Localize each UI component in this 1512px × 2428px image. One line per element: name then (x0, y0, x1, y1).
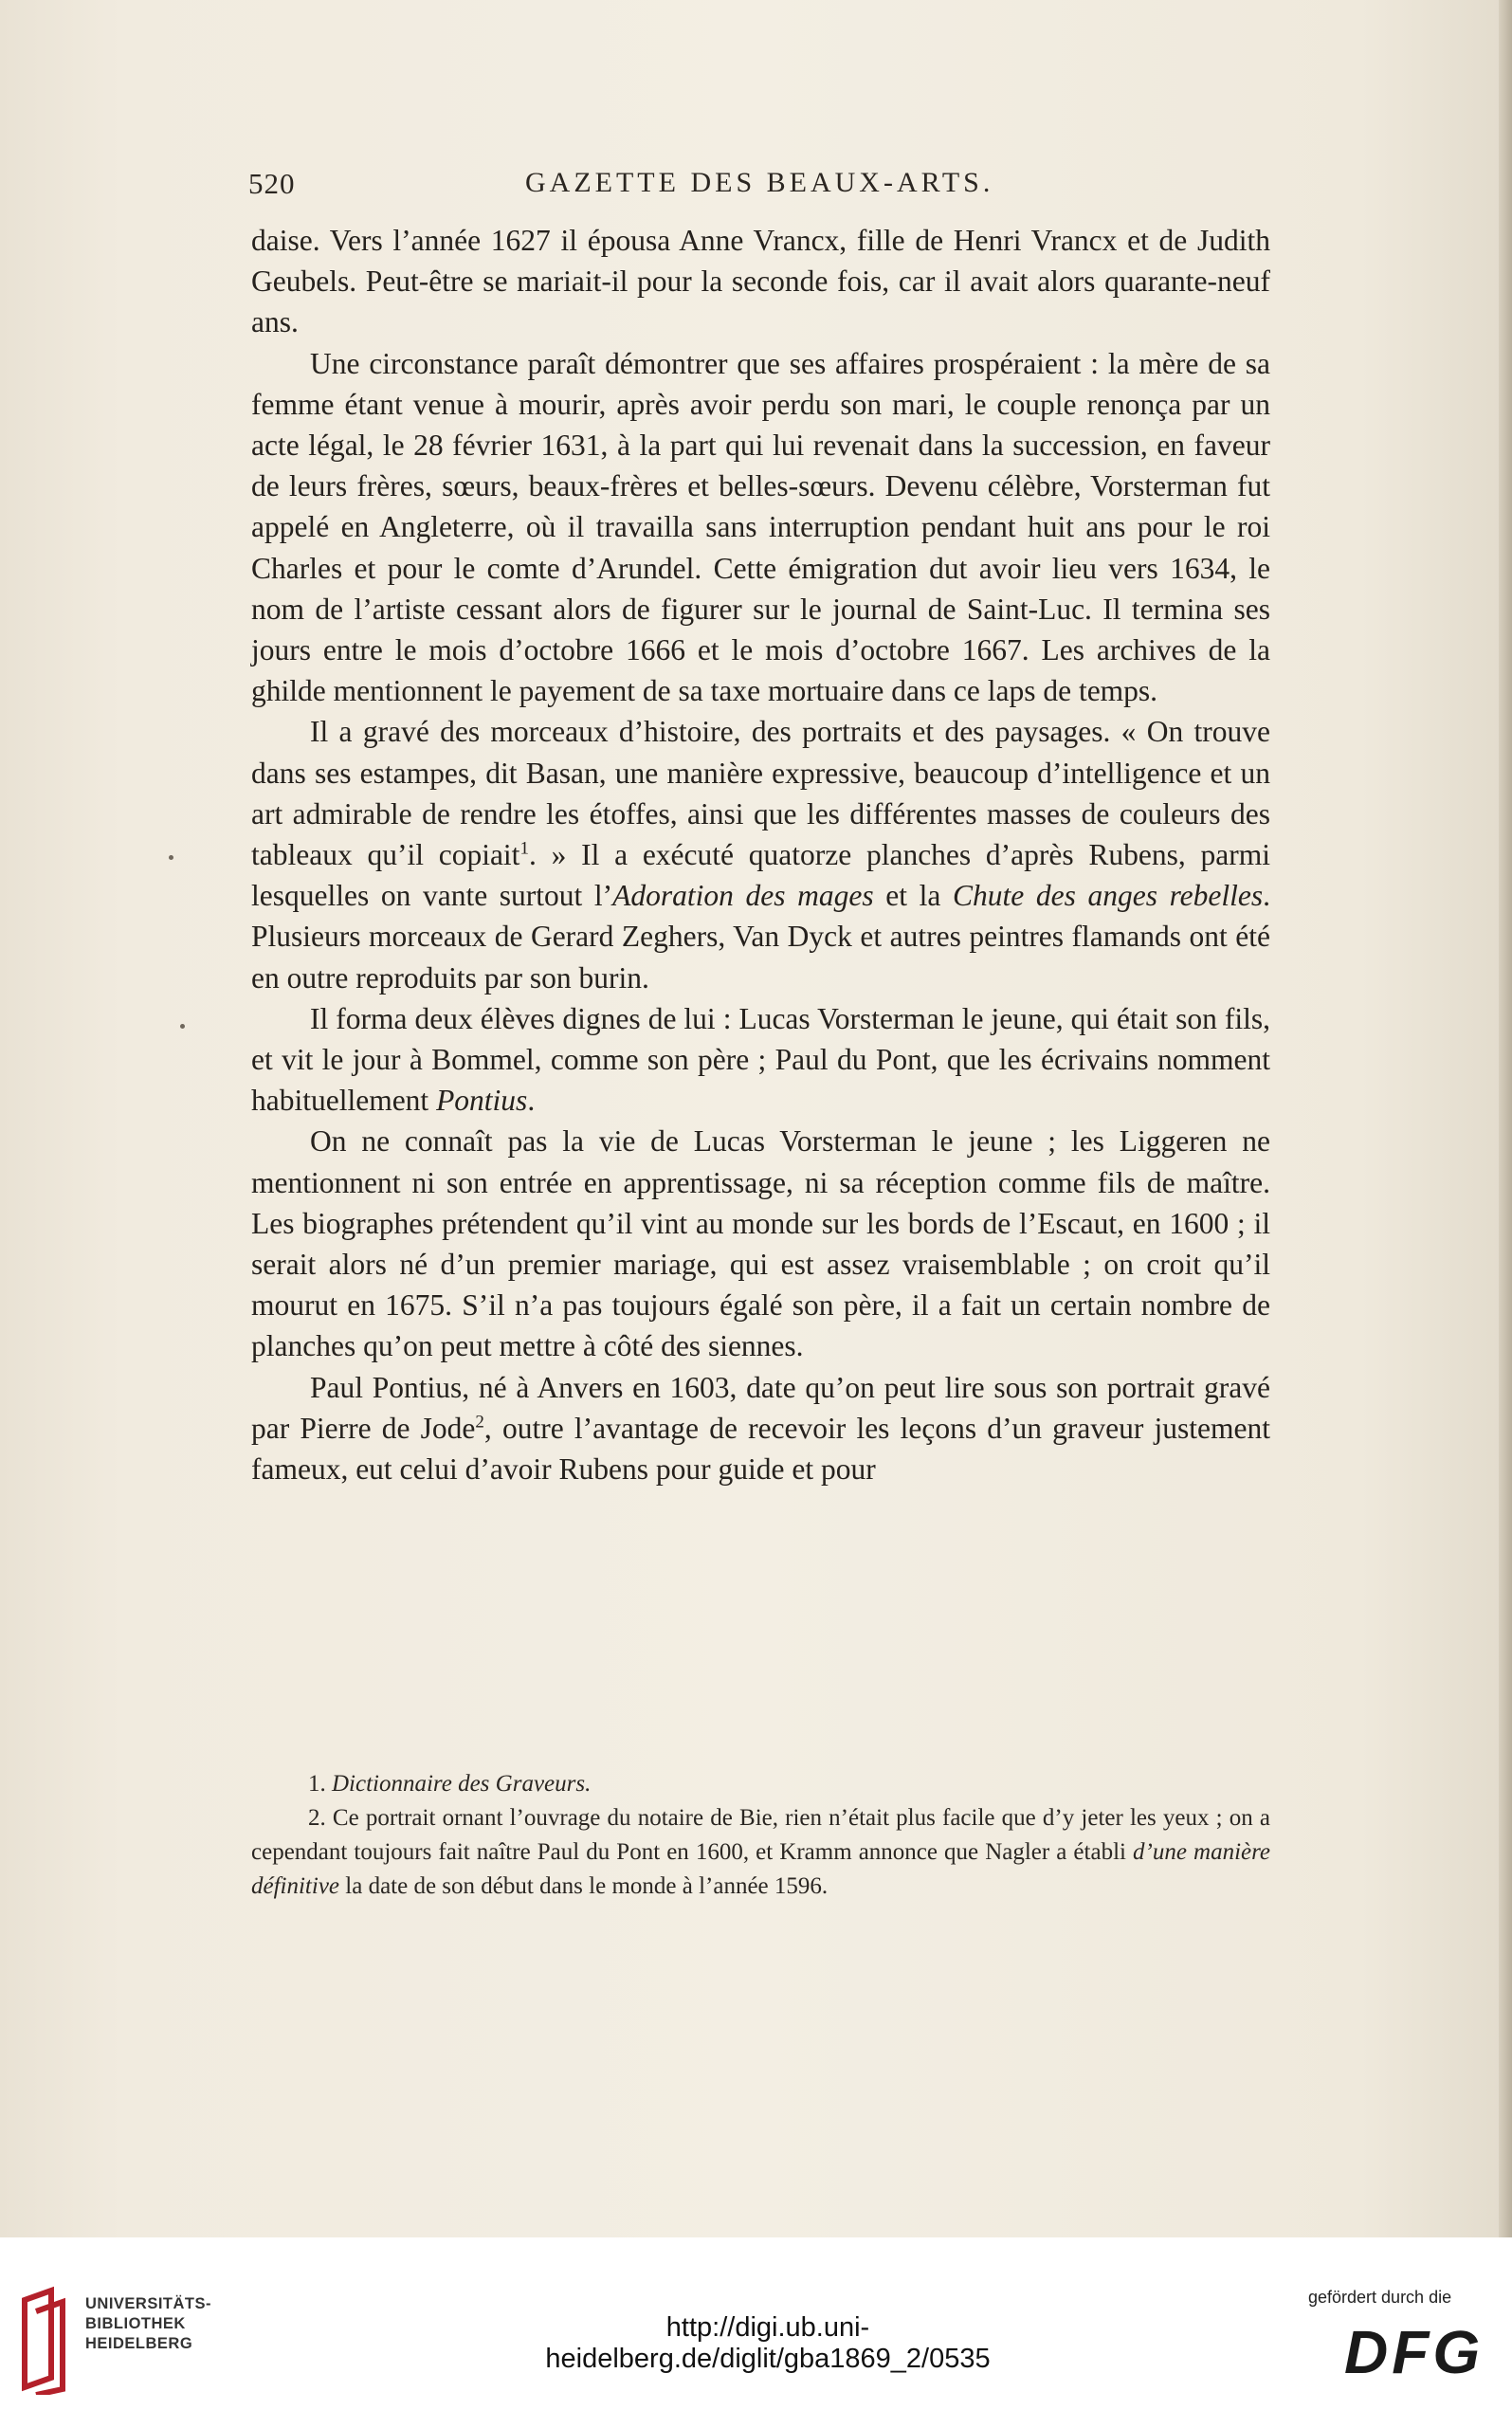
paragraph-6-text-b: , outre l’avantage de recevoir les leçons d’un graveur justement fameux, eut celui d’avoir Rubens pour guide et pour (251, 1411, 1271, 1487)
paragraph-6-text-a: Paul Pontius, né à Anvers en 1603, date qu’on peut lire sous son portrait gravé par Pierre de Jode (251, 1370, 1270, 1445)
body-text (251, 220, 1270, 1489)
dfg-logo: DFG (1344, 2318, 1485, 2386)
university-library-name (85, 2294, 237, 2354)
paragraph-4 (251, 998, 1270, 1122)
footnote-2-number: 2. (308, 1805, 326, 1831)
specks (180, 1024, 185, 1029)
paragraph-3-text-c: et la (873, 879, 953, 913)
library-line-1: UNIVERSITÄTS- (85, 2295, 212, 2312)
paragraph-2: Une circonstance paraît démontrer que ses affaires prospéraient : la mère de sa femme étant venue à mourir, après avoir perdu son mari, le couple renonça par un acte légal, le 28 février 1631, à la part qui lui revenait dans la succession, en faveur de leurs frères, sœurs, beaux-frères et belles-sœurs. Devenu célèbre, Vorsterman fut appelé en Angleterre, où il travailla sans interruption pendant huit ans pour le roi Charles et pour le comte d’Arundel. Cette émigration dut avoir lieu vers 1634, le nom de l’artiste cessant alors de figurer sur le journal de Saint-Luc. Il termina ses jours entre le mois d’octobre 1666 et le mois d’octobre 1667. Les archives de la ghilde mentionnent le payement de sa taxe mortuaire dans ce laps de temps. (251, 346, 1270, 708)
page-header (248, 167, 1270, 209)
title-chute: Chute des anges rebelles (953, 879, 1264, 913)
footnote-2-text-b: la date de son début dans le monde à l’année 1596. (339, 1873, 829, 1899)
footnote-2-text-a: Ce portrait ornant l’ouvrage du notaire de Bie, rien n’était plus facile que d’y jeter les yeux ; on a cependant toujours fait naître Paul du Pont en 1600, et Kramm annonce que Nagler a établi (251, 1805, 1270, 1865)
page-number: 520 (248, 167, 296, 200)
footnote-1-text: Dictionnaire des Graveurs. (332, 1771, 592, 1797)
paragraph-6 (251, 1367, 1270, 1490)
paragraph-4-text-b: . (527, 1084, 536, 1118)
library-line-3: HEIDELBERG (85, 2335, 193, 2352)
footnote-1 (251, 1767, 1270, 1801)
paragraph-3-text-d: . Plusieurs morceaux de Gerard Zeghers, Van Dyck et autres peintres flamands ont été en outre reproduits par son burin. (251, 879, 1271, 995)
footnote-2 (251, 1801, 1270, 1904)
title-adoration: Adoration des mages (612, 879, 874, 913)
name-pontius: Pontius (436, 1084, 528, 1118)
footnote-ref-1: 1 (519, 838, 529, 859)
specks (169, 855, 173, 860)
paragraph-3 (251, 711, 1270, 997)
paragraph-3-text-a: Il a gravé des morceaux d’histoire, des portraits et des paysages. « On trouve dans ses estampes, dit Basan, une manière expressive, beaucoup d’intelligence et un art admirable de rendre les étoffes, ainsi que les différentes masses de couleurs des tableaux qu’il copiait (251, 715, 1270, 872)
running-title: GAZETTE DES BEAUX-ARTS. (525, 167, 994, 198)
paragraph-4-text-a: Il forma deux élèves dignes de lui : Lucas Vorsterman le jeune, qui était son fils, et vit le jour à Bommel, comme son père ; Paul du Pont, que les écrivains nomment habituellement (251, 1001, 1270, 1118)
footnote-1-number: 1. (308, 1771, 326, 1797)
paragraph-3-text-b: . » Il a exécuté quatorze planches d’après Rubens, parmi lesquelles on vante surtout l’ (251, 838, 1270, 913)
university-library-logo-icon (17, 2283, 74, 2395)
library-line-2: BIBLIOTHEK (85, 2315, 186, 2332)
footnote-ref-2: 2 (475, 1412, 484, 1433)
permalink-url[interactable]: http://digi.ub.uni-heidelberg.de/diglit/gba1869_2/0535 (545, 2312, 991, 2374)
funded-by-label: gefördert durch die (1308, 2288, 1452, 2307)
paragraph-1: daise. Vers l’année 1627 il épousa Anne Vrancx, fille de Henri Vrancx et de Judith Geubels. Peut-être se mariait-il pour la seconde fois, car il avait alors quarante-neuf ans. (251, 224, 1270, 339)
page-edge (1499, 0, 1512, 2237)
footnote-2-italic: d’une manière définitive (251, 1839, 1271, 1899)
footnotes (251, 1767, 1270, 1904)
paragraph-5: On ne connaît pas la vie de Lucas Vorsterman le jeune ; les Liggeren ne mentionnent ni son entrée en apprentissage, ni sa réception comme fils de maître. Les biographes prétendent qu’il vint au monde sur les bords de l’Escaut, en 1600 ; il serait alors né d’un premier mariage, qui est assez vraisemblable ; on croit qu’il mourut en 1675. S’il n’a pas toujours égalé son père, il a fait un certain nombre de planches qu’on peut mettre à côté des siennes. (251, 1124, 1270, 1363)
